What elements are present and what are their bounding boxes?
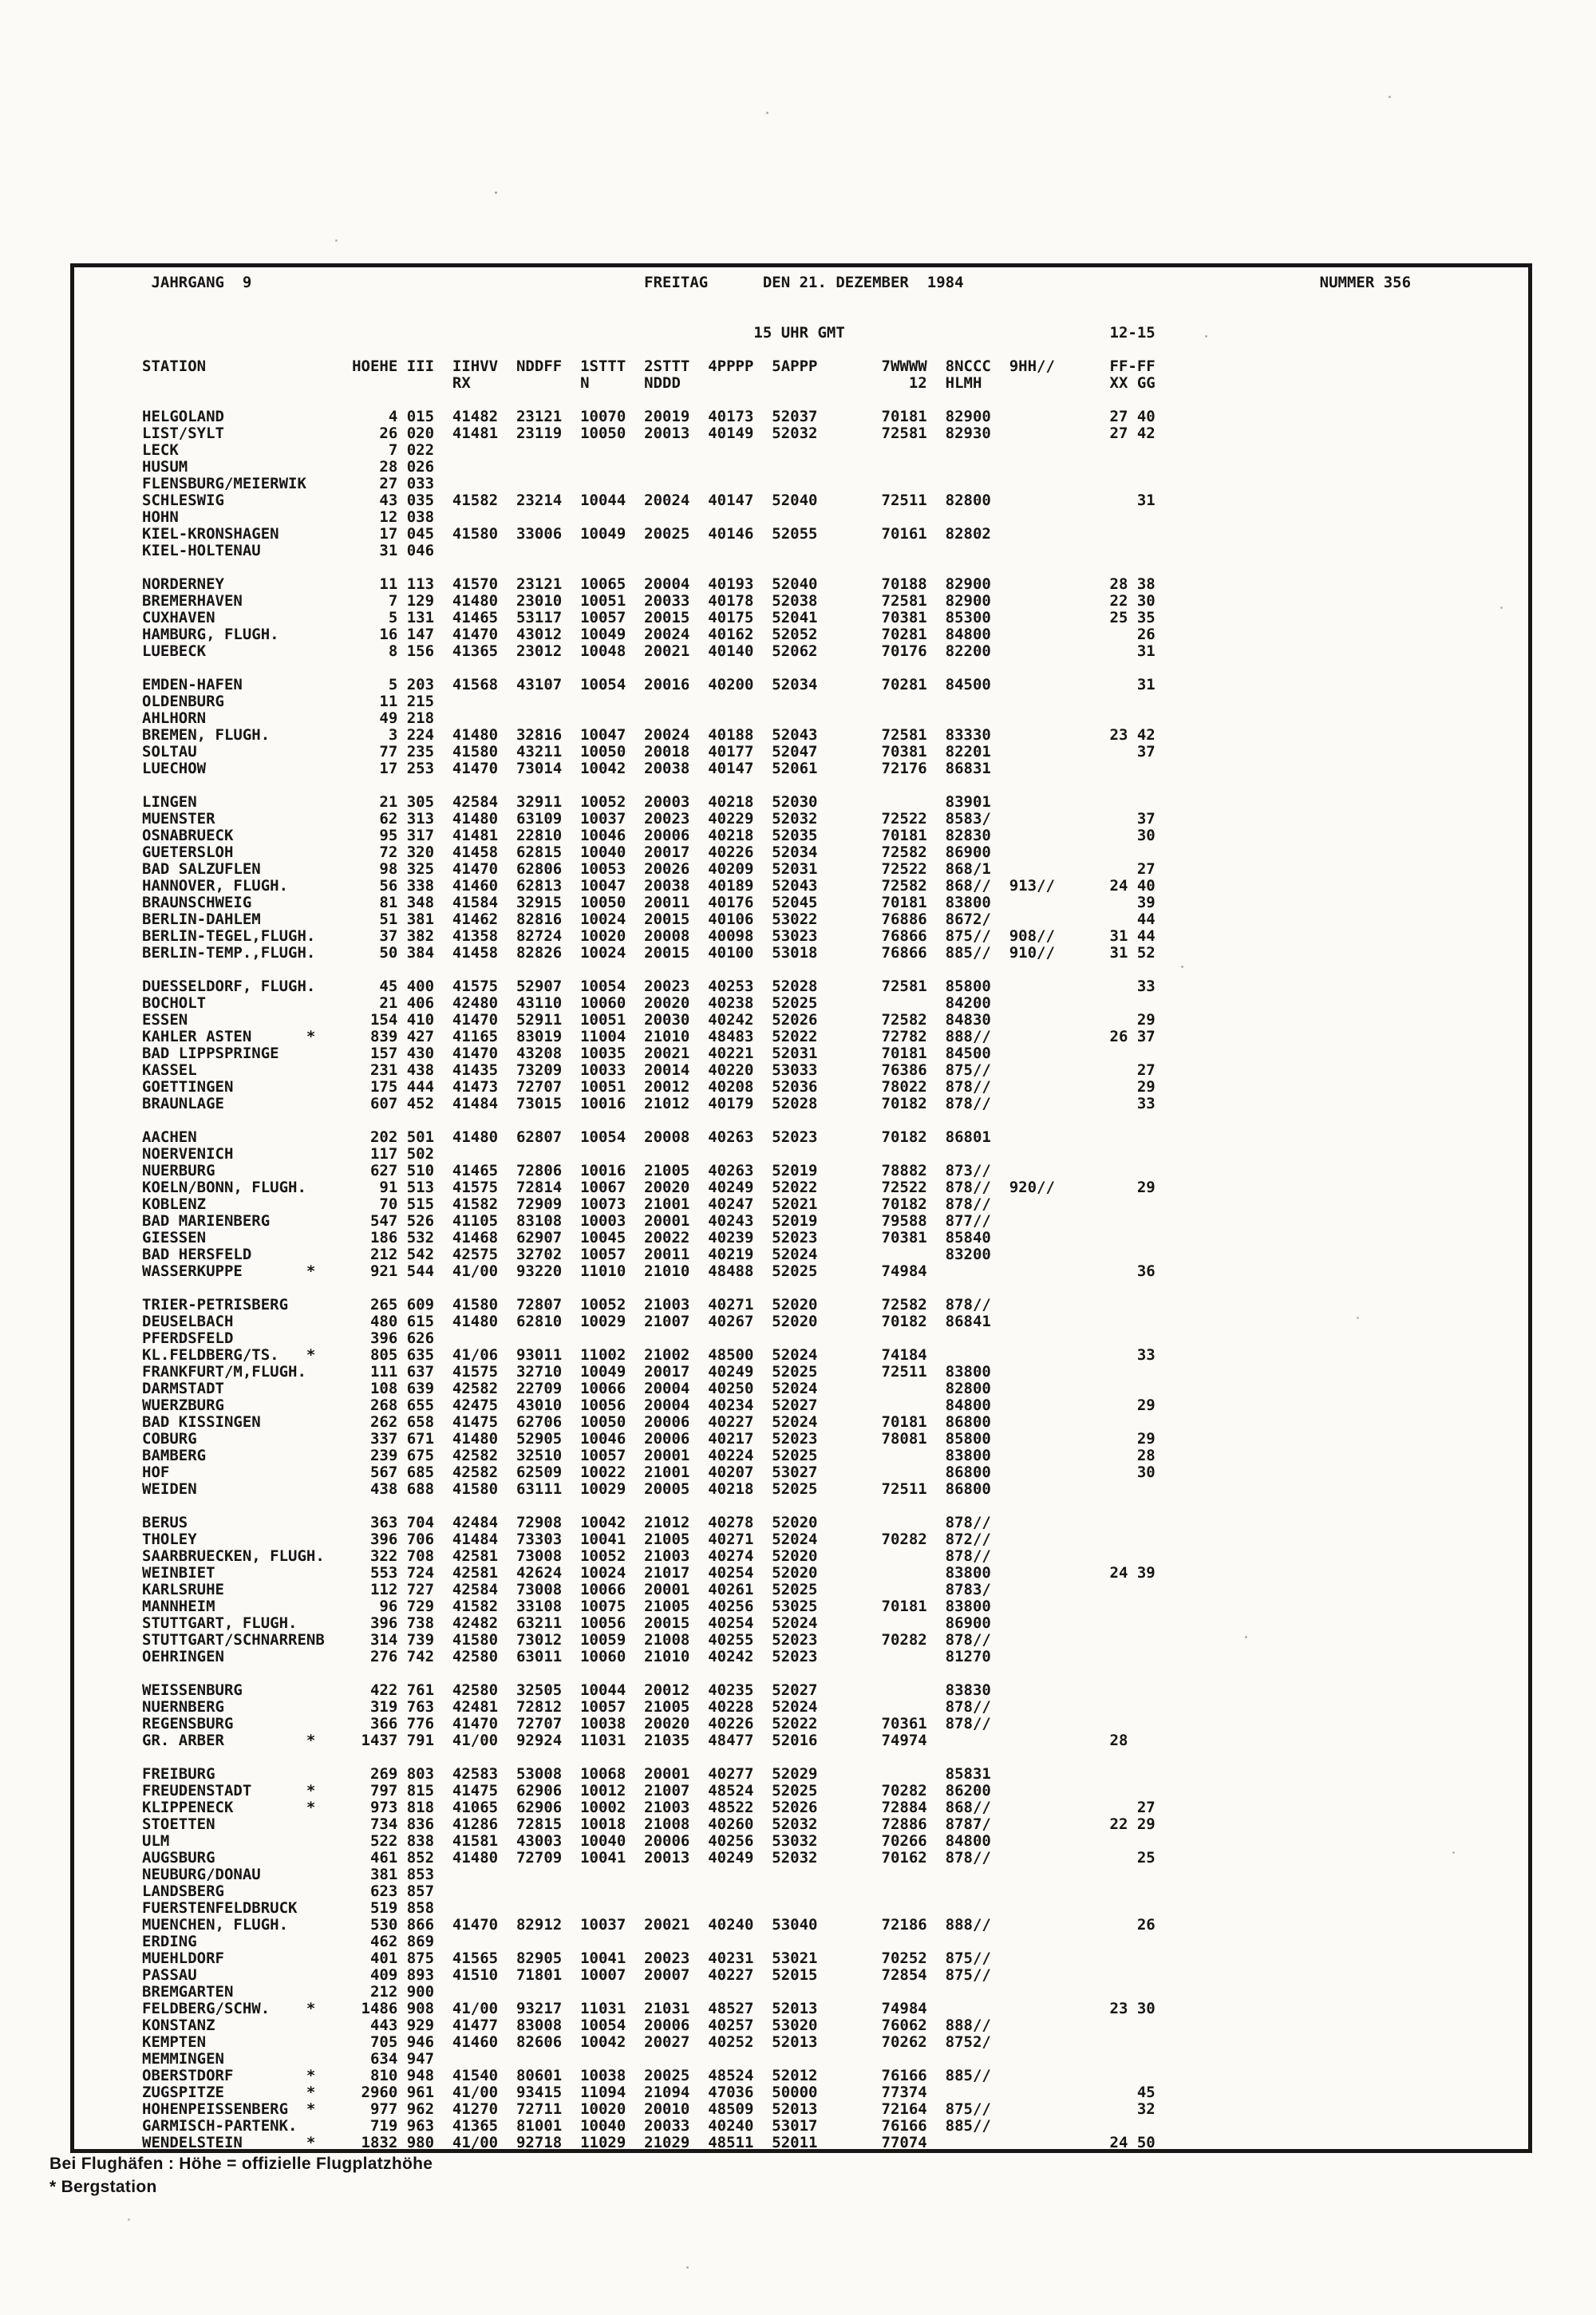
group-gap (142, 1280, 1411, 1297)
table-row: CUXHAVEN 5 131 41465 53117 10057 20015 40175 52041 70381 85300 25 35 (142, 609, 1156, 626)
table-row: KL.FELDBERG/TS. * 805 635 41/06 93011 11002 21002 48500 52024 74184 33 (142, 1346, 1156, 1364)
table-row: WUERZBURG 268 655 42475 43010 10056 20004 40234 52027 84800 29 (142, 1397, 1156, 1414)
group-gap (142, 1749, 1411, 1766)
table-row: KEMPTEN 705 946 41460 82606 10042 20027 40252 52013 70262 8752/ (142, 2033, 1156, 2051)
table-row: KLIPPENECK * 973 818 41065 62906 10002 21003 48522 52026 72884 868// 27 (142, 1799, 1156, 1816)
table-row: BERLIN-DAHLEM 51 381 41462 82816 10024 20015 40106 53022 76886 8672/ 44 (142, 911, 1156, 928)
table-row: MANNHEIM 96 729 41582 33108 10075 21005 40256 53025 70181 83800 (142, 1598, 1156, 1615)
table-row: BRAUNLAGE 607 452 41484 73015 10016 21012 40179 52028 70182 878// 33 (142, 1095, 1156, 1112)
table-row: BERLIN-TEGEL,FLUGH. 37 382 41358 82724 10020 20008 40098 53023 76866 875// 908// 31 44 (142, 927, 1156, 945)
table-row: LANDSBERG 623 857 (142, 1882, 1156, 1900)
table-row: BREMGARTEN 212 900 (142, 1983, 1156, 2001)
table-row: WENDELSTEIN * 1832 980 41/00 92718 11029 21029 48511 52011 77074 24 50 (142, 2134, 1156, 2151)
table-header-line-1: STATION HOEHE III IIHVV NDDFF 1STTT 2STTT 4PPPP 5APPP 7WWWW 8NCCC 9HH// FF-FF (142, 358, 1156, 375)
group-gap (142, 962, 1411, 978)
table-row: HELGOLAND 4 015 41482 23121 10070 20019 40173 52037 70181 82900 27 40 (142, 408, 1156, 425)
table-row: MEMMINGEN 634 947 (142, 2050, 1156, 2068)
table-row: BAD SALZUFLEN 98 325 41470 62806 10053 20026 40209 52031 72522 868/1 27 (142, 860, 1156, 878)
table-row: HANNOVER, FLUGH. 56 338 41460 62813 10047 20038 40189 52043 72582 868// 913// 24 40 (142, 877, 1156, 895)
table-row: ULM 522 838 41581 43003 10040 20006 40256 53032 70266 84800 (142, 1832, 1156, 1850)
table-row: COBURG 337 671 41480 52905 10046 20006 40217 52023 78081 85800 29 (142, 1430, 1156, 1448)
table-row: GR. ARBER * 1437 791 41/00 92924 11031 21035 48477 52016 74974 28 (142, 1732, 1156, 1749)
table-row: PFERDSFELD 396 626 (142, 1329, 1156, 1347)
table-row: HAMBURG, FLUGH. 16 147 41470 43012 10049 20024 40162 52052 70281 84800 26 (142, 626, 1156, 643)
table-row: HOHENPEISSENBERG * 977 962 41270 72711 10020 20010 48509 52013 72164 875// 32 (142, 2100, 1156, 2118)
footnote-flugplatzhoehe: Bei Flughäfen : Höhe = offizielle Flugplatzhöhe (49, 2155, 433, 2173)
table-row: WASSERKUPPE * 921 544 41/00 93220 11010 21010 48488 52025 74984 36 (142, 1262, 1156, 1280)
table-row: STOETTEN 734 836 41286 72815 10018 21008 40260 52032 72886 8787/ 22 29 (142, 1815, 1156, 1833)
table-row: BREMEN, FLUGH. 3 224 41480 32816 10047 20024 40188 52043 72581 83330 23 42 (142, 726, 1156, 744)
table-row: MUENSTER 62 313 41480 63109 10037 20023 40229 52032 72522 8583/ 37 (142, 810, 1156, 828)
table-row: BAD LIPPSPRINGE 157 430 41470 43208 10035 20021 40221 52031 70181 84500 (142, 1045, 1156, 1062)
table-row: REGENSBURG 366 776 41470 72707 10038 20020 40226 52022 70361 878// (142, 1715, 1156, 1732)
table-row: GOETTINGEN 175 444 41473 72707 10051 20012 40208 52036 78022 878// 29 (142, 1078, 1156, 1096)
table-row: DARMSTADT 108 639 42582 22709 10066 20004 40250 52024 82800 (142, 1380, 1156, 1397)
table-row: FUERSTENFELDBRUCK 519 858 (142, 1899, 1156, 1917)
table-row: BAD KISSINGEN 262 658 41475 62706 10050 20006 40227 52024 70181 86800 (142, 1413, 1156, 1431)
table-row: BOCHOLT 21 406 42480 43110 10060 20020 40238 52025 84200 (142, 994, 1156, 1012)
table-row: GIESSEN 186 532 41468 62907 10045 20022 40239 52023 70381 85840 (142, 1229, 1156, 1246)
table-row: FREUDENSTADT * 797 815 41475 62906 10012 21007 48524 52025 70282 86200 (142, 1782, 1156, 1799)
weather-bulletin (142, 275, 1411, 2151)
group-gap (142, 777, 1411, 794)
masthead: JAHRGANG 9 FREITAG DEN 21. DEZEMBER 1984 NUMMER 356 (142, 274, 1412, 291)
table-row: AHLHORN 49 218 (142, 709, 1156, 727)
table-row: ESSEN 154 410 41470 52911 10051 20030 40242 52026 72582 84830 29 (142, 1011, 1156, 1029)
scan-noise (0, 0, 2, 2)
table-row: HUSUM 28 026 (142, 458, 1156, 476)
table-row: LIST/SYLT 26 020 41481 23119 10050 20013 40149 52032 72581 82930 27 42 (142, 425, 1156, 442)
table-row: MUEHLDORF 401 875 41565 82905 10041 20023 40231 53021 70252 875// (142, 1950, 1156, 1967)
table-row: KAHLER ASTEN * 839 427 41165 83019 11004 21010 48483 52022 72782 888// 26 37 (142, 1028, 1156, 1045)
table-row: OSNABRUECK 95 317 41481 22810 10046 20006 40218 52035 70181 82830 30 (142, 827, 1156, 844)
table-row: NOERVENICH 117 502 (142, 1145, 1156, 1163)
table-row: NUERBURG 627 510 41465 72806 10016 21005 40263 52019 78882 873// (142, 1162, 1156, 1179)
table-row: ZUGSPITZE * 2960 961 41/00 93415 11094 21094 47036 50000 77374 45 (142, 2084, 1156, 2101)
table-row: LINGEN 21 305 42584 32911 10052 20003 40218 52030 83901 (142, 793, 1156, 811)
table-row: OLDENBURG 11 215 (142, 693, 1156, 710)
table-row: AUGSBURG 461 852 41480 72709 10041 20013 40249 52032 70162 878// 25 (142, 1849, 1156, 1867)
table-row: KOELN/BONN, FLUGH. 91 513 41575 72814 10067 20020 40249 52022 72522 878// 920// 29 (142, 1179, 1156, 1196)
group-gap (142, 1112, 1411, 1129)
table-row: STUTTGART/SCHNARRENB 314 739 41580 73012 10059 21008 40255 52023 70282 878// (142, 1631, 1156, 1649)
table-header-line-2: RX N NDDD 12 HLMH XX GG (142, 374, 1156, 392)
table-row: KIEL-HOLTENAU 31 046 (142, 542, 1156, 559)
table-row: STUTTGART, FLUGH. 396 738 42482 63211 10056 20015 40254 52024 86900 (142, 1614, 1156, 1632)
group-gap (142, 1665, 1411, 1682)
table-row: WEINBIET 553 724 42581 42624 10024 21017 40254 52020 83800 24 39 (142, 1564, 1156, 1582)
blank (142, 392, 1411, 409)
group-gap (142, 660, 1411, 677)
table-row: GARMISCH-PARTENK. 719 963 41365 81001 10040 20033 40240 53017 76166 885// (142, 2117, 1156, 2135)
group-gap (142, 559, 1411, 576)
table-row: TRIER-PETRISBERG 265 609 41580 72807 10052 21003 40271 52020 72582 878// (142, 1296, 1156, 1314)
table-row: SCHLESWIG 43 035 41582 23214 10044 20024 40147 52040 72511 82800 31 (142, 492, 1156, 509)
table-row: NUERNBERG 319 763 42481 72812 10057 21005 40228 52024 878// (142, 1698, 1156, 1716)
table-row: THOLEY 396 706 41484 73303 10041 21005 40271 52024 70282 872// (142, 1531, 1156, 1548)
table-row: KARLSRUHE 112 727 42584 73008 10066 20001 40261 52025 8783/ (142, 1581, 1156, 1598)
table-row: AACHEN 202 501 41480 62807 10054 20008 40263 52023 70182 86801 (142, 1128, 1156, 1146)
table-row: KASSEL 231 438 41435 73209 10033 20014 40220 53033 76386 875// 27 (142, 1061, 1156, 1079)
blank (142, 308, 1411, 325)
table-row: BREMERHAVEN 7 129 41480 23010 10051 20033 40178 52038 72581 82900 22 30 (142, 592, 1156, 610)
table-row: GUETERSLOH 72 320 41458 62815 10040 20017 40226 52034 72582 86900 (142, 843, 1156, 861)
table-row: BAD HERSFELD 212 542 42575 32702 10057 20011 40219 52024 83200 (142, 1246, 1156, 1263)
table-row: FRANKFURT/M,FLUGH. 111 637 41575 32710 10049 20017 40249 52025 72511 83800 (142, 1363, 1156, 1381)
table-row: PASSAU 409 893 41510 71801 10007 20007 40227 52015 72854 875// (142, 1966, 1156, 1984)
table-row: NORDERNEY 11 113 41570 23121 10065 20004 40193 52040 70188 82900 28 38 (142, 575, 1156, 593)
table-row: BERUS 363 704 42484 72908 10042 21012 40278 52020 878// (142, 1514, 1156, 1531)
table-row: BRAUNSCHWEIG 81 348 41584 32915 10050 20011 40176 52045 70181 83800 39 (142, 894, 1156, 911)
table-row: LECK 7 022 (142, 441, 1156, 459)
table-row: BAMBERG 239 675 42582 32510 10057 20001 40224 52025 83800 28 (142, 1447, 1156, 1464)
blank (142, 291, 1411, 308)
table-row: LUECHOW 17 253 41470 73014 10042 20038 40147 52061 72176 86831 (142, 760, 1156, 777)
table-row: HOF 567 685 42582 62509 10022 21001 40207 53027 86800 30 (142, 1464, 1156, 1481)
table-row: WEISSENBURG 422 761 42580 32505 10044 20012 40235 52027 83830 (142, 1681, 1156, 1699)
footnote-bergstation: * Bergstation (49, 2178, 157, 2196)
table-row: KOBLENZ 70 515 41582 72909 10073 21001 40247 52021 70182 878// (142, 1195, 1156, 1213)
table-row: HOHN 12 038 (142, 508, 1156, 526)
table-row: ERDING 462 869 (142, 1933, 1156, 1950)
table-row: SAARBRUECKEN, FLUGH. 322 708 42581 73008 10052 21003 40274 52020 878// (142, 1547, 1156, 1565)
table-row: FREIBURG 269 803 42583 53008 10068 20001 40277 52029 85831 (142, 1765, 1156, 1783)
table-row: DUESSELDORF, FLUGH. 45 400 41575 52907 10054 20023 40253 52028 72581 85800 33 (142, 978, 1156, 995)
table-row: DEUSELBACH 480 615 41480 62810 10029 21007 40267 52020 70182 86841 (142, 1313, 1156, 1330)
blank (142, 342, 1411, 358)
table-row: WEIDEN 438 688 41580 63111 10029 20005 40218 52025 72511 86800 (142, 1480, 1156, 1498)
table-row: OBERSTDORF * 810 948 41540 80601 10038 20025 48524 52012 76166 885// (142, 2067, 1156, 2084)
table-row: FELDBERG/SCHW. * 1486 908 41/00 93217 11031 21031 48527 52013 74984 23 30 (142, 2000, 1156, 2017)
table-row: KONSTANZ 443 929 41477 83008 10054 20006 40257 53020 76062 888// (142, 2017, 1156, 2034)
table-row: OEHRINGEN 276 742 42580 63011 10060 21010 40242 52023 81270 (142, 1648, 1156, 1665)
table-row: KIEL-KRONSHAGEN 17 045 41580 33006 10049 20025 40146 52055 70161 82802 (142, 525, 1156, 543)
table-row: SOLTAU 77 235 41580 43211 10050 20018 40177 52047 70381 82201 37 (142, 743, 1156, 760)
observation-time-line: 15 UHR GMT 12-15 (142, 324, 1156, 342)
table-row: FLENSBURG/MEIERWIK 27 033 (142, 475, 1156, 492)
table-row: BAD MARIENBERG 547 526 41105 83108 10003 20001 40243 52019 79588 877// (142, 1212, 1156, 1230)
table-row: BERLIN-TEMP.,FLUGH. 50 384 41458 82826 10024 20015 40100 53018 76866 885// 910// 31 52 (142, 944, 1156, 962)
table-row: NEUBURG/DONAU 381 853 (142, 1866, 1156, 1883)
table-row: MUENCHEN, FLUGH. 530 866 41470 82912 10037 20021 40240 53040 72186 888// 26 (142, 1916, 1156, 1934)
table-row: LUEBECK 8 156 41365 23012 10048 20021 40140 52062 70176 82200 31 (142, 642, 1156, 660)
table-row: EMDEN-HAFEN 5 203 41568 43107 10054 20016 40200 52034 70281 84500 31 (142, 676, 1156, 693)
group-gap (142, 1498, 1411, 1515)
